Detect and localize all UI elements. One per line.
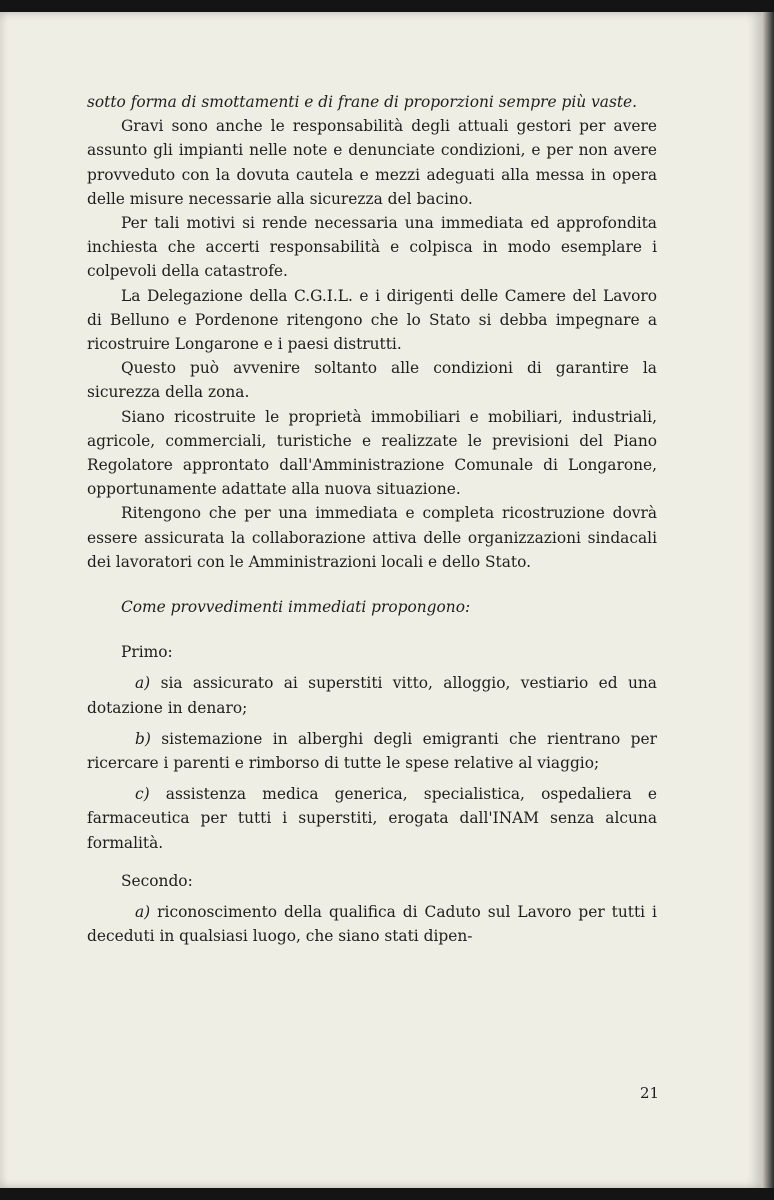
paragraph-inchiesta: Per tali motivi si rende necessaria una immediata ed approfondita inchiesta che accerti responsabilità e colpisca in modo esemplare i colpevoli della catastrofe. <box>87 214 657 281</box>
section-heading: Come provvedimenti immediati propongono: <box>121 598 471 617</box>
item-marker: b) <box>135 729 151 748</box>
paragraph-ricostruzione: Siano ricostruite le proprietà immobiliari e mobiliari, industriali, agricole, commerciali, turistiche e realizzate le previsioni del Piano Regolatore approntato dall'Amministrazione Comunale di Longarone, opportunamente adattate alla nuova situazione. <box>87 407 657 499</box>
item-marker: c) <box>135 785 150 804</box>
item-text: assistenza medica generica, specialistica, ospedaliera e farmaceutica per tutti i superstiti, erogata dall'INAM senza alcuna formalità. <box>87 785 657 852</box>
body-text <box>87 90 657 949</box>
item-marker: a) <box>135 903 151 922</box>
secondo-label: Secondo: <box>121 871 193 890</box>
paragraph-responsabilita: Gravi sono anche le responsabilità degli attuali gestori per avere assunto gli impianti nelle note e denunciate condizioni, e per non avere provveduto con la dovuta cautela e mezzi adeguati alla messa in opera delle misure necessarie alla sicurezza del bacino. <box>87 117 657 208</box>
page-edge <box>762 12 774 1188</box>
primo-item-a <box>87 671 657 719</box>
paragraph-collaborazione: Ritengono che per una immediata e completa ricostruzione dovrà essere assicurata la collaborazione attiva delle organizzazioni sindacali dei lavoratori con le Amministrazioni locali e dello Stato. <box>87 504 657 571</box>
item-text: sistemazione in alberghi degli emigranti che rientrano per ricercare i parenti e rimborso di tutte le spese relative al viaggio; <box>87 729 657 773</box>
spacer <box>87 855 657 869</box>
item-marker: a) <box>135 674 151 693</box>
page-number: 21 <box>640 1084 660 1102</box>
paragraph-delegazione: La Delegazione della C.G.I.L. e i dirigenti delle Camere del Lavoro di Belluno e Pordenone ritengono che lo Stato si debba impegnare a ricostruire Longarone e i paesi distrutti. <box>87 286 657 354</box>
paragraph-sicurezza: Questo può avvenire soltanto alle condizioni di garantire la sicurezza della zona. <box>87 359 657 402</box>
primo-item-b <box>87 727 657 775</box>
item-text: sia assicurato ai superstiti vitto, alloggio, vestiario ed una dotazione in denaro; <box>87 674 657 717</box>
paragraph-continuation: sotto forma di smottamenti e di frane di proporzioni sempre più vaste. <box>87 93 638 111</box>
item-text: riconoscimento della qualifica di Caduto sul Lavoro per tutti i deceduti in qualsiasi luogo, che siano stati dipen- <box>87 903 657 946</box>
secondo-item-a <box>87 900 657 948</box>
primo-label: Primo: <box>121 643 173 662</box>
primo-item-c <box>87 782 657 855</box>
